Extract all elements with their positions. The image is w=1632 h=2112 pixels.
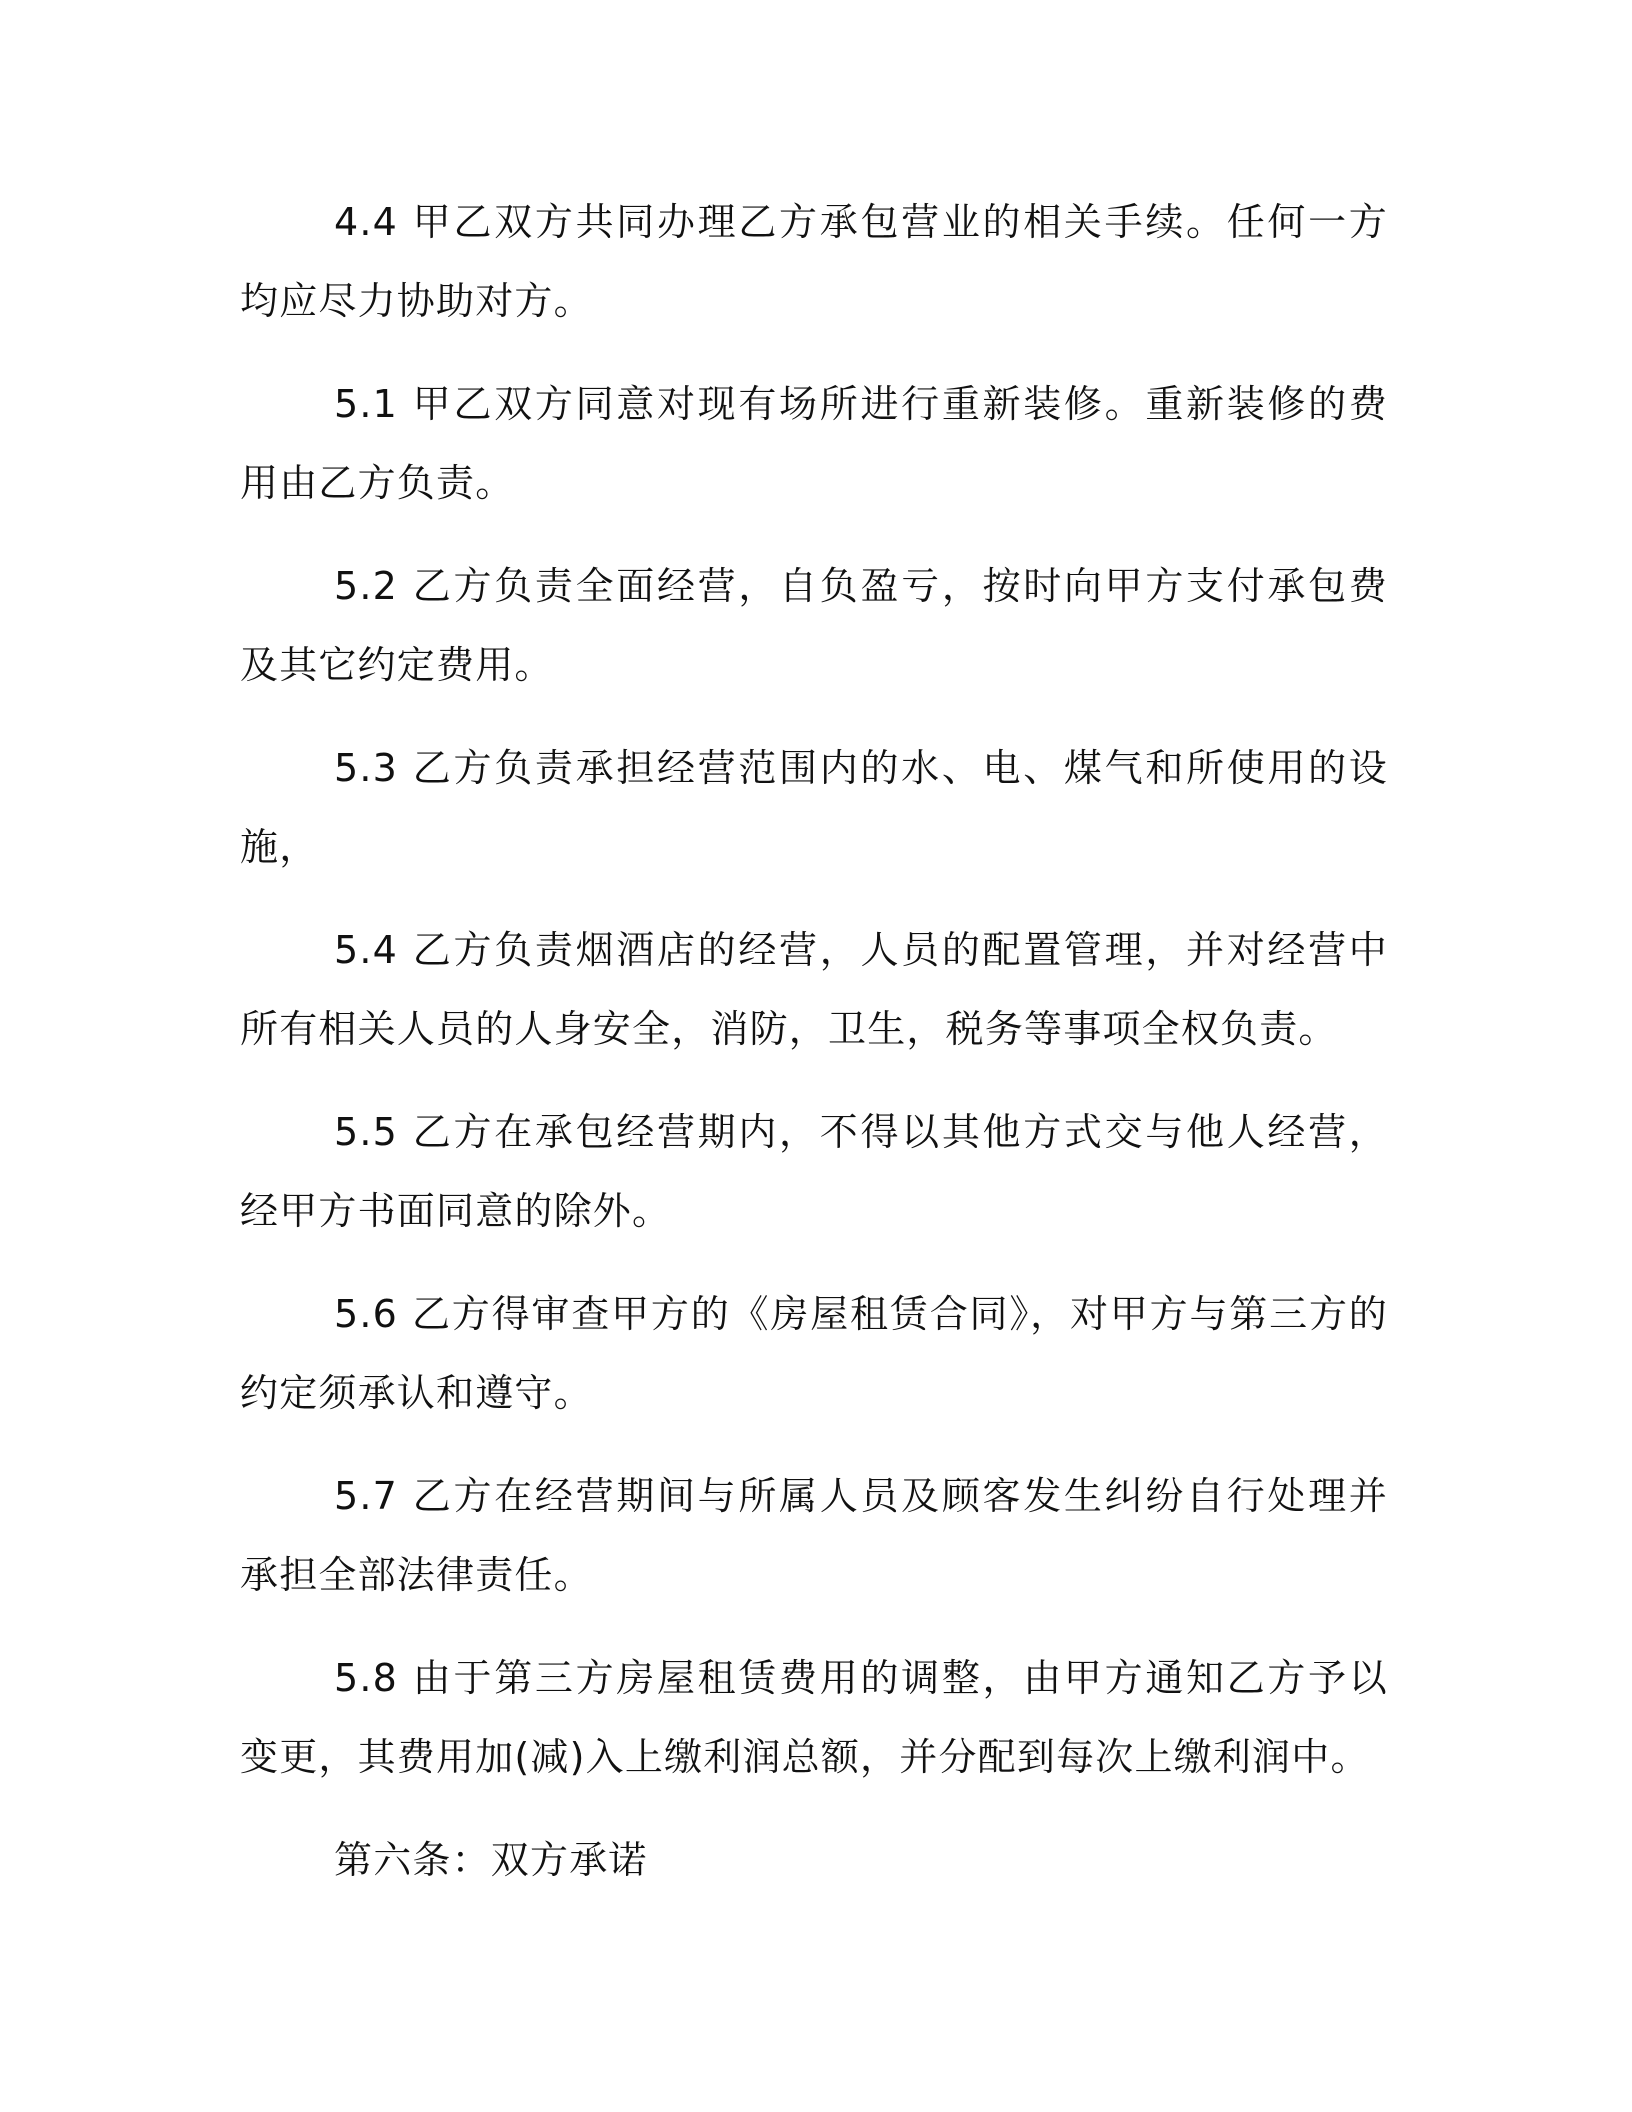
document-body <box>240 183 1388 1900</box>
clause-5-1: 5.1 甲乙双方同意对现有场所进行重新装修。重新装修的费用由乙方负责。 <box>240 382 1388 505</box>
clause-5-5: 5.5 乙方在承包经营期内，不得以其他方式交与他人经营，经甲方书面同意的除外。 <box>240 1110 1388 1233</box>
clause-5-4: 5.4 乙方负责烟酒店的经营，人员的配置管理，并对经营中所有相关人员的人身安全，消防，卫生，税务等事项全权负责。 <box>240 928 1388 1051</box>
clause-5-6: 5.6 乙方得审查甲方的《房屋租赁合同》，对甲方与第三方的约定须承认和遵守。 <box>240 1292 1388 1415</box>
clause-5-3: 5.3 乙方负责承担经营范围内的水、电、煤气和所使用的设施， <box>240 746 1388 869</box>
clause-5-2: 5.2 乙方负责全面经营，自负盈亏，按时向甲方支付承包费及其它约定费用。 <box>240 564 1388 687</box>
section-heading: 第六条：双方承诺 <box>334 1838 648 1882</box>
clause-5-8: 5.8 由于第三方房屋租赁费用的调整，由甲方通知乙方予以变更，其费用加(减)入上缴利润总额，并分配到每次上缴利润中。 <box>240 1656 1388 1779</box>
clause-5-7: 5.7 乙方在经营期间与所属人员及顾客发生纠纷自行处理并承担全部法律责任。 <box>240 1474 1388 1597</box>
clause-4-4: 4.4 甲乙双方共同办理乙方承包营业的相关手续。任何一方均应尽力协助对方。 <box>240 200 1388 323</box>
